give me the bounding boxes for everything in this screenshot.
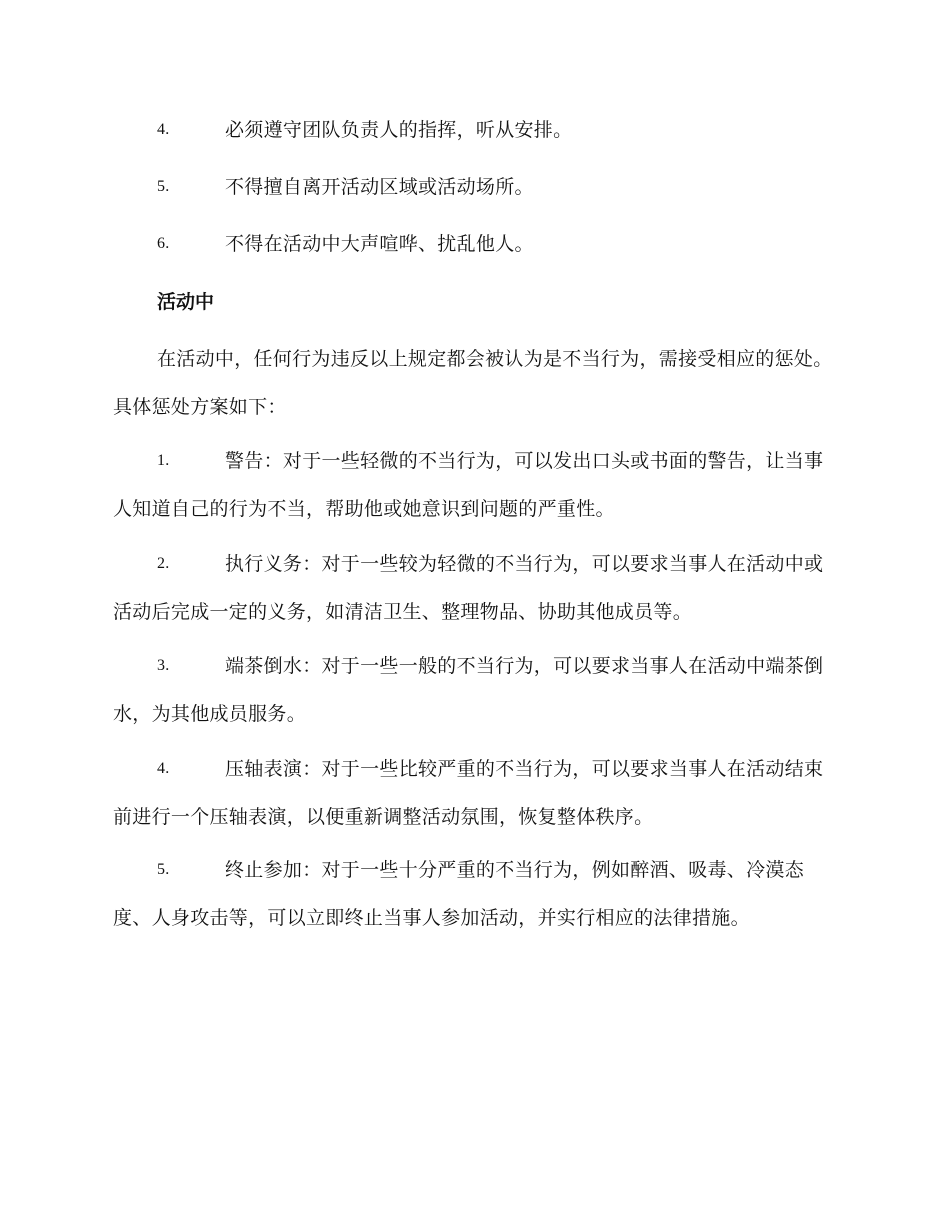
list-item xyxy=(113,106,833,154)
list-number: 2. xyxy=(157,555,170,572)
list-number: 5. xyxy=(157,178,170,195)
list-number: 6. xyxy=(157,235,170,252)
list-item-text: 警告：对于一些轻微的不当行为，可以发出口头或书面的警告，让当事人知道自己的行为不当，帮助他或她意识到问题的严重性。 xyxy=(113,450,824,520)
list-item-text: 压轴表演：对于一些比较严重的不当行为，可以要求当事人在活动结束前进行一个压轴表演，以便重新调整活动氛围，恢复整体秩序。 xyxy=(113,758,824,828)
list-item-text: 必须遵守团队负责人的指挥，听从安排。 xyxy=(225,119,573,141)
list-number: 3. xyxy=(157,657,170,674)
section-intro-paragraph: 在活动中，任何行为违反以上规定都会被认为是不当行为，需接受相应的惩处。具体惩处方案如下： xyxy=(113,348,833,418)
penalty-item-termination xyxy=(113,846,833,942)
list-number: 4. xyxy=(157,121,170,138)
list-number: 5. xyxy=(157,861,170,878)
list-item-text: 终止参加：对于一些十分严重的不当行为，例如醉酒、吸毒、冷漠态度、人身攻击等，可以立即终止当事人参加活动，并实行相应的法律措施。 xyxy=(113,859,805,929)
penalty-item-performance xyxy=(113,745,833,841)
penalty-item-warning xyxy=(113,437,833,533)
penalty-item-duty xyxy=(113,540,833,636)
section-heading: 活动中 xyxy=(157,291,215,313)
list-item xyxy=(113,163,833,211)
penalty-item-serve-tea xyxy=(113,642,833,738)
list-item-text: 不得在活动中大声喧哗、扰乱他人。 xyxy=(225,233,534,255)
list-item-text: 执行义务：对于一些较为轻微的不当行为，可以要求当事人在活动中或活动后完成一定的义务，如清洁卫生、整理物品、协助其他成员等。 xyxy=(113,553,824,623)
list-item-text: 不得擅自离开活动区域或活动场所。 xyxy=(225,176,534,198)
list-number: 4. xyxy=(157,760,170,777)
list-number: 1. xyxy=(157,452,170,469)
list-item xyxy=(113,220,833,268)
list-item-text: 端茶倒水：对于一些一般的不当行为，可以要求当事人在活动中端茶倒水，为其他成员服务。 xyxy=(113,655,824,725)
